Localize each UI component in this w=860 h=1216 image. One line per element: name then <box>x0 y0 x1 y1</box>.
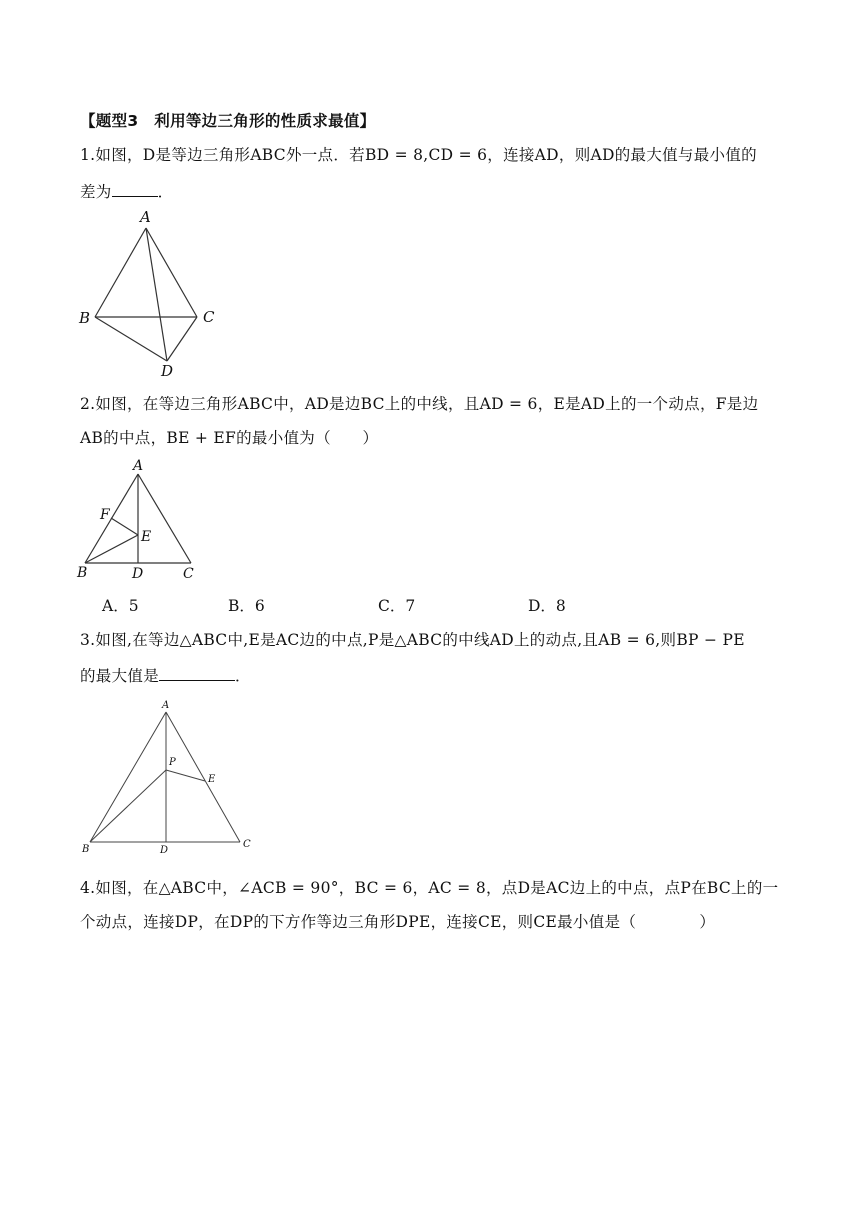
q3-answer-blank[interactable] <box>159 664 235 681</box>
q2-segment-be <box>85 535 138 563</box>
q3-text-line2-start: 的最大值是 <box>80 667 160 685</box>
q1-edge-bd <box>95 317 167 361</box>
q1-edge-cd <box>167 317 197 361</box>
q4-text-line2: 个动点，连接DP，在DP的下方作等边三角形DPE，连接CE，则CE最小值是（ ） <box>80 913 716 931</box>
q3-segment-pe <box>166 770 205 781</box>
q3-text-line1: 3.如图,在等边△ABC中,E是AC边的中点,P是△ABC的中线AD上的动点,且AB = 6,则BP − PE <box>80 631 745 649</box>
q3-label-p: P <box>169 757 176 768</box>
q2-option-a[interactable]: A．5 <box>102 597 139 615</box>
q2-label-b: B <box>77 565 88 581</box>
q1-label-d: D <box>161 362 174 380</box>
q2-label-d: D <box>132 566 144 582</box>
q2-edge-ac <box>138 474 191 563</box>
q1-edge-ad <box>146 228 167 361</box>
q2-option-d[interactable]: D．8 <box>528 597 566 615</box>
q3-segment-bp <box>90 770 166 842</box>
q3-label-c: C <box>243 839 251 850</box>
q2-text-line2: AB的中点，BE + EF的最小值为（ ） <box>80 429 379 447</box>
q2-text-line1: 2.如图，在等边三角形ABC中，AD是边BC上的中线，且AD = 6，E是AD上的一个动点，F是边 <box>80 395 759 413</box>
q3-label-d: D <box>160 845 169 856</box>
q2-option-b[interactable]: B．6 <box>228 597 265 615</box>
q4-text-line1: 4.如图，在△ABC中，∠ACB = 90°，BC = 6，AC = 8，点D是AC边上的中点，点P在BC上的一 <box>80 879 779 897</box>
q3-edge-ab <box>90 712 166 842</box>
q1-answer-blank[interactable] <box>112 180 158 197</box>
q1-text-line2 <box>80 180 173 203</box>
q1-text-line1: 1.如图，D是等边三角形ABC外一点．若BD = 8,CD = 6，连接AD，则AD的最大值与最小值的 <box>80 146 757 164</box>
q1-label-b: B <box>79 309 91 327</box>
section-title: 【题型3 利用等边三角形的性质求最值】 <box>80 112 376 130</box>
q3-label-b: B <box>82 844 90 855</box>
q2-segment-fe <box>111 518 138 535</box>
q3-label-a: A <box>162 700 170 711</box>
q2-label-a: A <box>133 458 144 474</box>
q1-edge-ac <box>146 228 197 317</box>
q1-edge-ab <box>95 228 146 317</box>
q2-option-c[interactable]: C．7 <box>378 597 416 615</box>
q3-label-e: E <box>208 774 216 785</box>
q1-label-a: A <box>140 208 151 226</box>
q2-edge-ab <box>85 474 138 563</box>
q2-label-c: C <box>183 566 194 582</box>
q1-text-line2-start: 差为 <box>80 183 112 201</box>
q2-label-f: F <box>100 507 110 523</box>
q3-text-line2 <box>80 664 251 687</box>
q2-label-e: E <box>141 529 152 545</box>
q3-edge-ac <box>166 712 240 842</box>
q1-text-line2-end: ． <box>157 183 174 201</box>
q1-label-c: C <box>203 308 215 326</box>
q3-text-line2-end: ． <box>235 667 251 685</box>
